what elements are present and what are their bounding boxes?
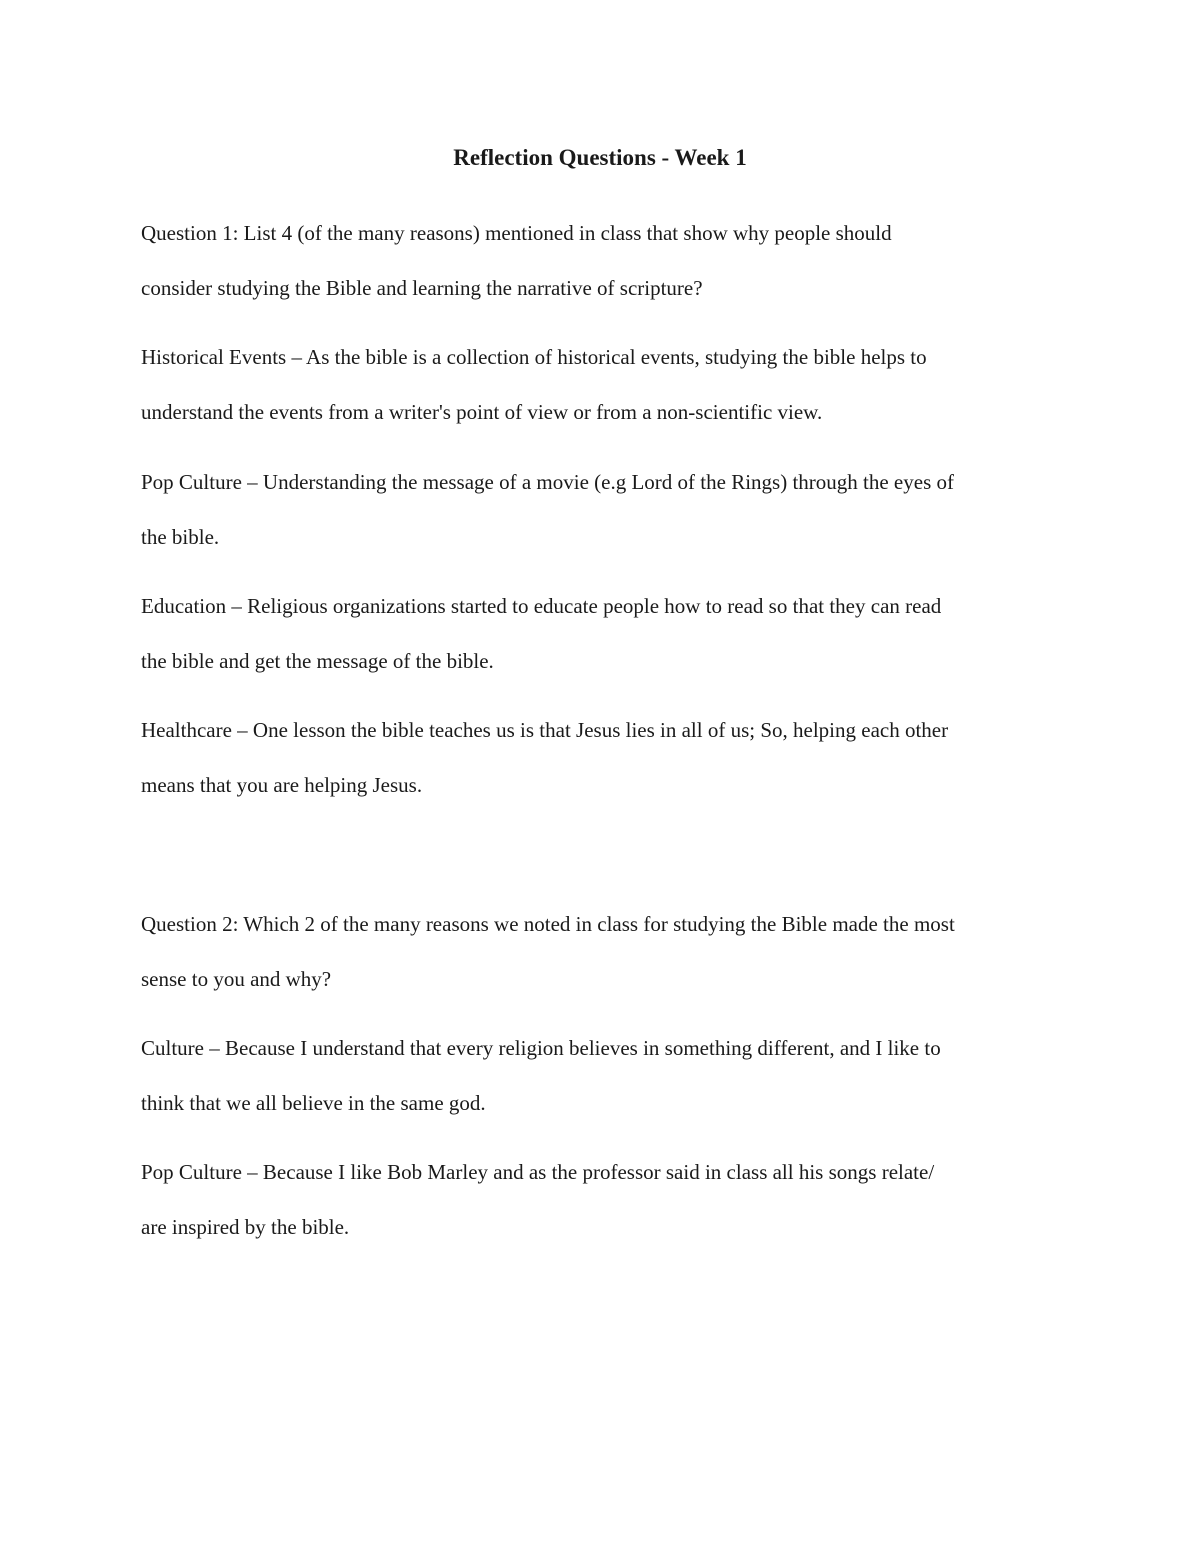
answer-line: are inspired by the bible. xyxy=(141,1215,350,1239)
answer-line: Historical Events – As the bible is a collection of historical events, studying the bible helps to xyxy=(141,345,927,369)
page-title: Reflection Questions - Week 1 xyxy=(453,145,747,170)
answer-line: Pop Culture – Understanding the message of a movie (e.g Lord of the Rings) through the eyes of xyxy=(141,470,954,494)
question-1-line: Question 1: List 4 (of the many reasons) mentioned in class that show why people should xyxy=(141,221,892,245)
answer-line: think that we all believe in the same god. xyxy=(141,1091,486,1115)
answer-culture xyxy=(141,1021,1061,1131)
answer-line: Pop Culture – Because I like Bob Marley and as the professor said in class all his songs relate/ xyxy=(141,1160,935,1184)
question-2 xyxy=(141,897,1061,1007)
question-2-line: Question 2: Which 2 of the many reasons we noted in class for studying the Bible made the most xyxy=(141,912,955,936)
answer-line: the bible and get the message of the bible. xyxy=(141,649,494,673)
answer-line: Healthcare – One lesson the bible teaches us is that Jesus lies in all of us; So, helping each other xyxy=(141,718,949,742)
answer-education xyxy=(141,579,1061,689)
question-1 xyxy=(141,206,1061,316)
answer-line: Education – Religious organizations started to educate people how to read so that they can read xyxy=(141,594,942,618)
answer-healthcare xyxy=(141,703,1061,813)
answer-pop-culture-2 xyxy=(141,1145,1061,1255)
question-2-line: sense to you and why? xyxy=(141,967,332,991)
answer-line: the bible. xyxy=(141,525,220,549)
answer-pop-culture xyxy=(141,455,1061,565)
answer-line: means that you are helping Jesus. xyxy=(141,773,423,797)
answer-historical-events xyxy=(141,330,1061,440)
answer-line: Culture – Because I understand that every religion believes in something different, and I like to xyxy=(141,1036,941,1060)
question-1-line: consider studying the Bible and learning the narrative of scripture? xyxy=(141,276,703,300)
answer-line: understand the events from a writer's point of view or from a non-scientific view. xyxy=(141,400,823,424)
